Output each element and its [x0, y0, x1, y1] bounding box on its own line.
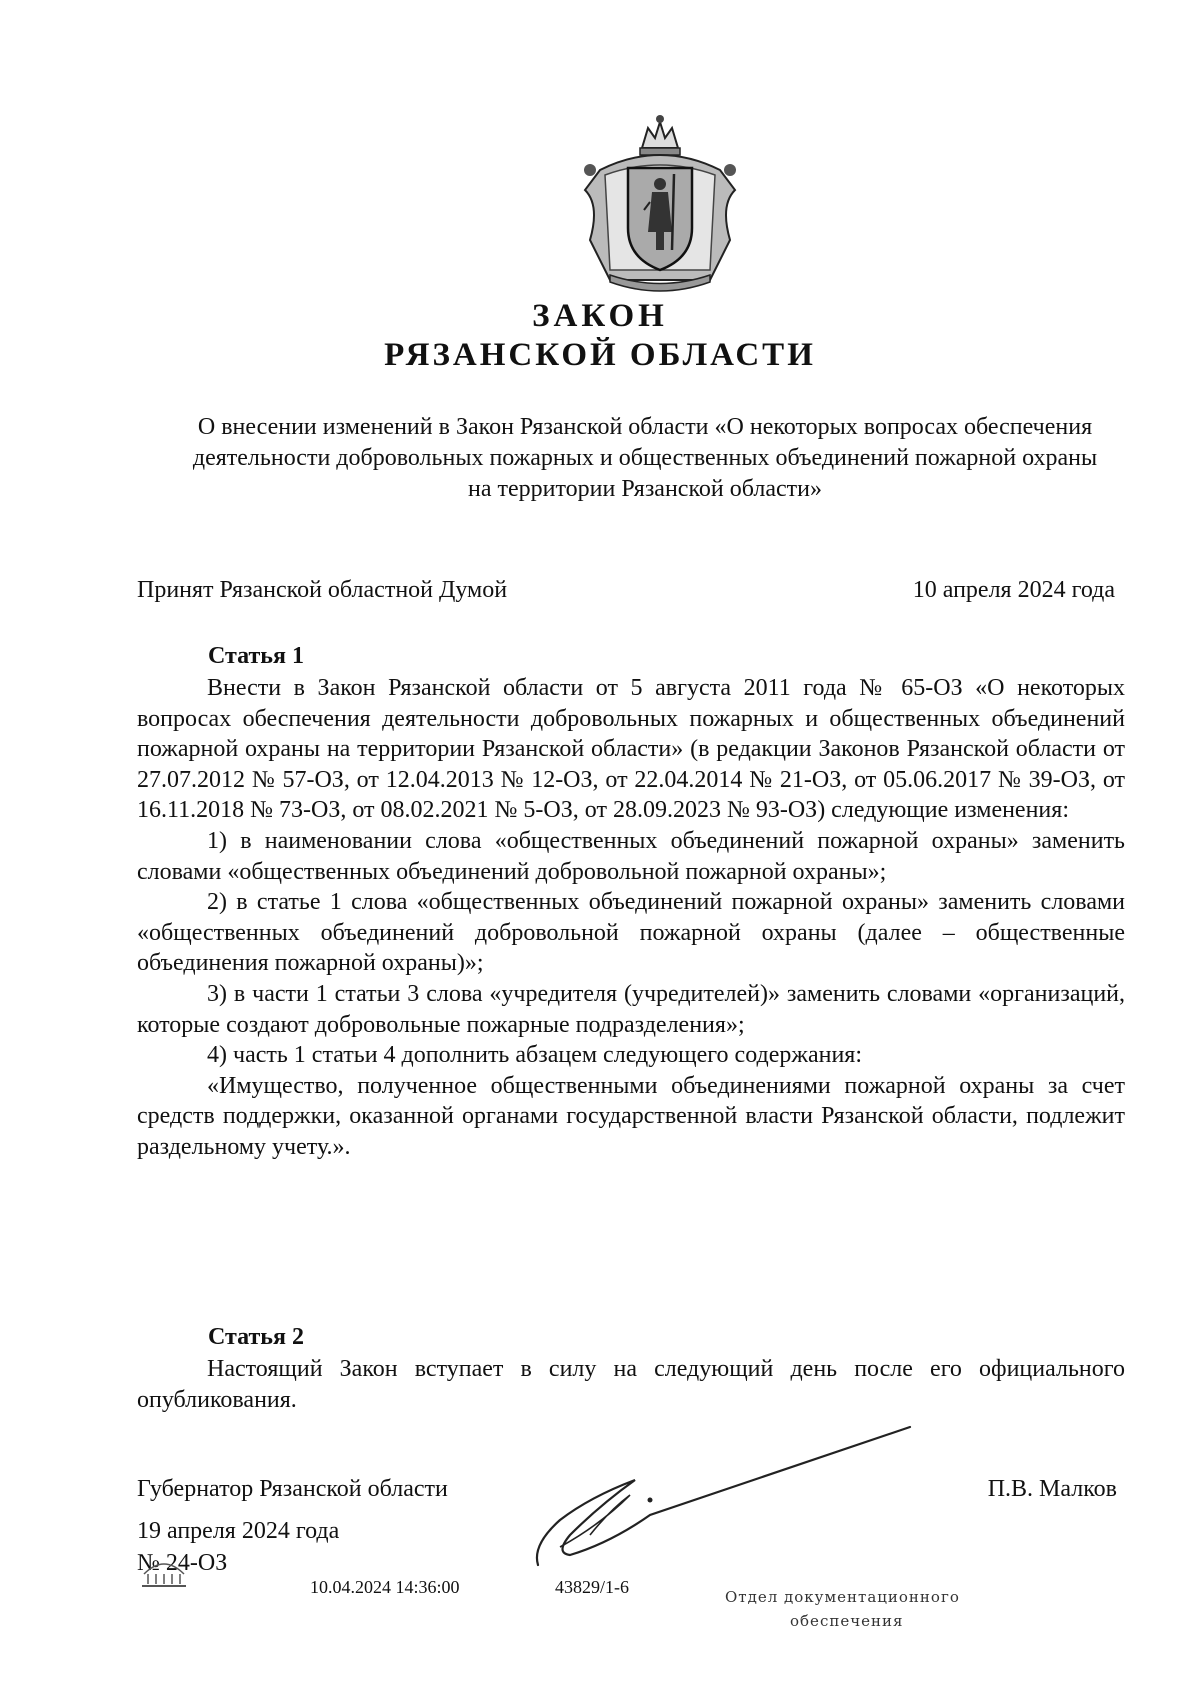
governor-signature [530, 1425, 930, 1575]
governor-name: П.В. Малков [987, 1476, 1117, 1502]
law-title-line1: ЗАКОН [532, 298, 668, 334]
article1-quote: «Имущество, полученное общественными объединениями пожарной охраны за счет средств поддержки, оказанной органами государственной власти Рязанской области, подлежит раздельному учету.». [137, 1072, 1125, 1160]
article1-item-4: 4) часть 1 статьи 4 дополнить абзацем следующего содержания: [207, 1042, 862, 1069]
article1-item-2: 2) в статье 1 слова «общественных объединений пожарной охраны» заменить словами «общественных объединений добровольной пожарной охраны (далее – общественные объединения пожарной охраны)»; [137, 889, 1125, 977]
article1-item-3: 3) в части 1 статьи 3 слова «учредителя (учредителей)» заменить словами «организаций, которые создают добровольные пожарные подразделения»; [137, 980, 1125, 1038]
stamp-line2: обеспечения [790, 1612, 904, 1630]
adoption-date: 10 апреля 2024 года [912, 577, 1115, 603]
article1-body [137, 673, 1125, 1163]
law-number: № 24-ОЗ [137, 1550, 228, 1576]
adopted-by: Принят Рязанской областной Думой [137, 577, 508, 603]
law-subject: О внесении изменений в Закон Рязанской области «О некоторых вопросах обеспечения деятельности добровольных пожарных и общественных объединений пожарной охраны на территории Рязанской области» [192, 414, 1098, 502]
article1-item-1: 1) в наименовании слова «общественных объединений пожарной охраны» заменить словами «общественных объединений добровольной пожарной охраны»; [137, 827, 1125, 885]
article1-intro: Внести в Закон Рязанской области от 5 августа 2011 года № 65-ОЗ «О некоторых вопросах обеспечения деятельности добровольных пожарных и общественных объединений пожарной охраны на территории Рязанской области» (в редакции Законов Рязанской области от 27.07.2012 № 57-ОЗ, от 12.04.2013 № 12-ОЗ, от 22.04.2014 № 21-ОЗ, от 05.06.2017 № 39-ОЗ, от 16.11.2018 № 73-ОЗ, от 08.02.2021 № 5-ОЗ, от 28.09.2023 № 93-ОЗ) следующие изменения: [137, 675, 1125, 824]
article1-heading: Статья 1 [208, 643, 304, 669]
coat-of-arms-emblem [560, 110, 760, 300]
article2-body [137, 1354, 1125, 1415]
stamp-line1: Отдел документационного [725, 1588, 960, 1606]
footer-registration: 43829/1-6 [555, 1577, 629, 1597]
footer-timestamp: 10.04.2024 14:36:00 [310, 1577, 460, 1597]
law-title-line2: РЯЗАНСКОЙ ОБЛАСТИ [384, 337, 816, 373]
sign-date: 19 апреля 2024 года [137, 1518, 340, 1544]
article2-text: Настоящий Закон вступает в силу на следующий день после его официального опубликования. [137, 1356, 1125, 1413]
governor-position: Губернатор Рязанской области [137, 1476, 448, 1502]
article2-heading: Статья 2 [208, 1324, 304, 1350]
duma-building-icon [138, 1552, 190, 1592]
